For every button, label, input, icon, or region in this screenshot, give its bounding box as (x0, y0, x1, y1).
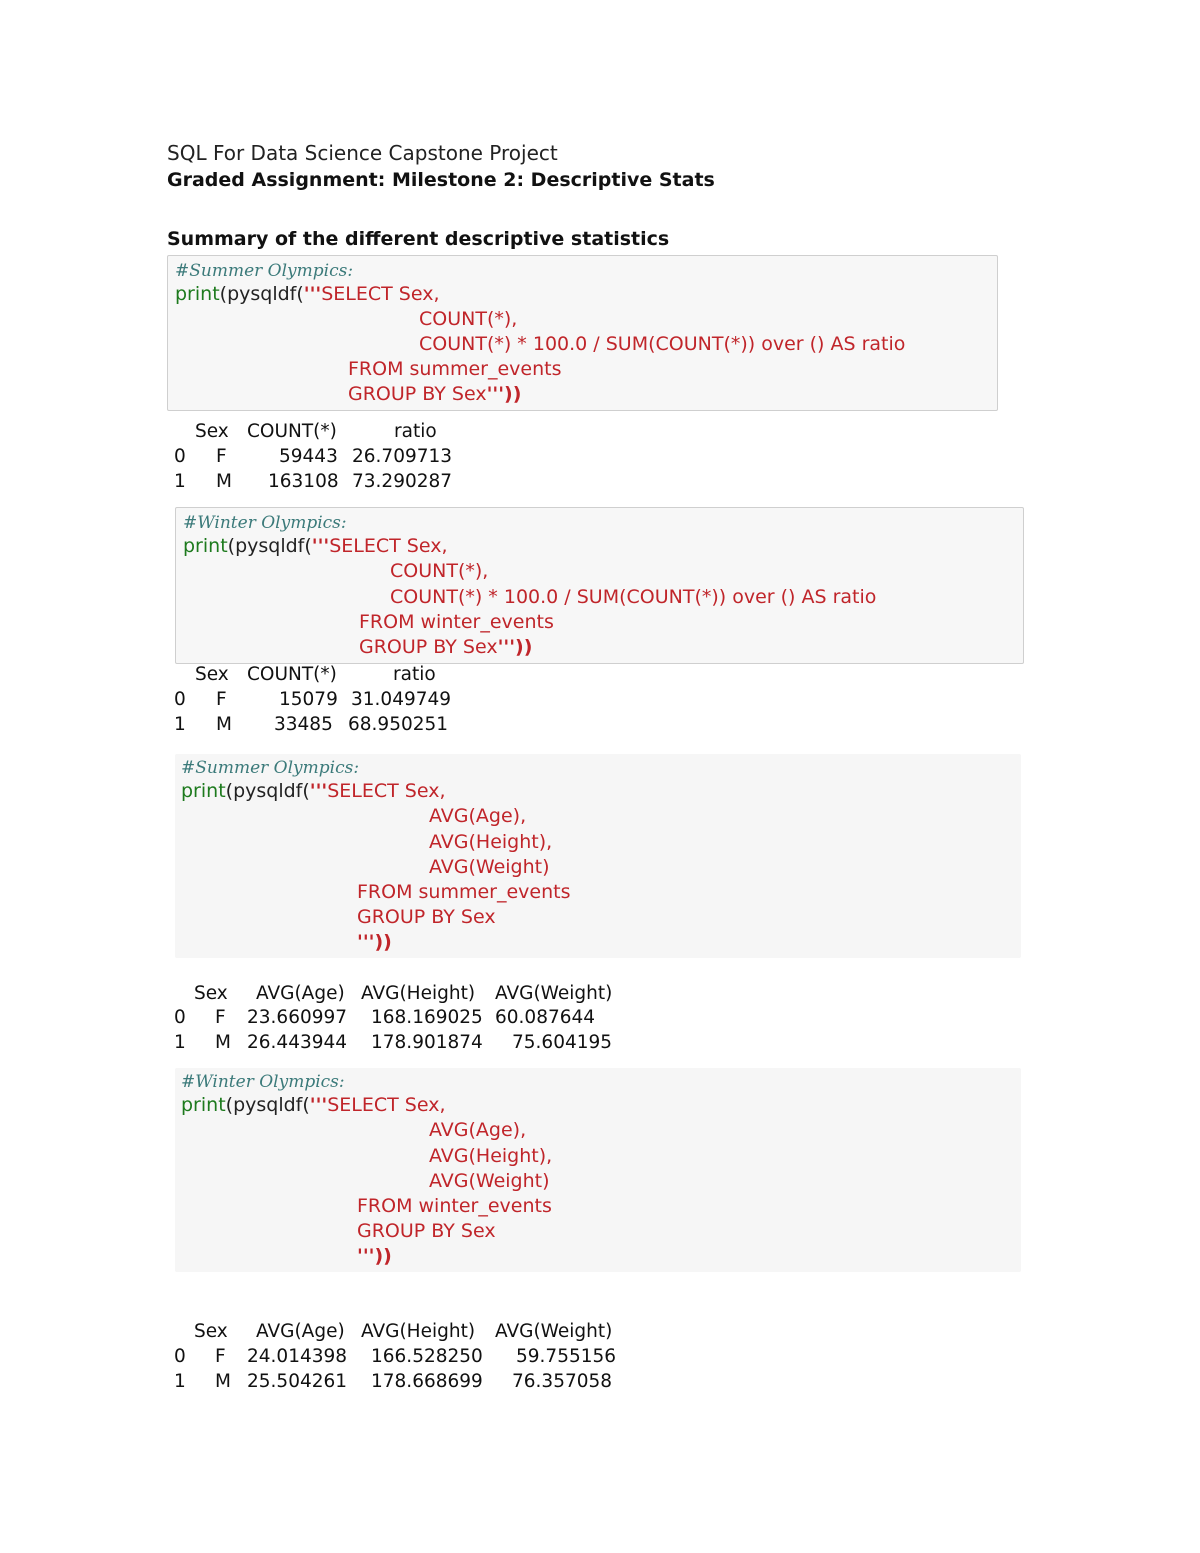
table-cell: 60.087644 (495, 1007, 596, 1028)
code-cell-summer-count[interactable] (167, 255, 998, 411)
string-quote: ''' (303, 283, 322, 305)
table-cell: M (216, 714, 232, 735)
code-comment: #Winter Olympics: (181, 1072, 345, 1092)
table-cell: 25.504261 (247, 1371, 348, 1392)
table-cell: 24.014398 (247, 1346, 348, 1367)
sql-line: AVG(Weight) (429, 856, 550, 878)
column-header: AVG(Age) (256, 983, 345, 1004)
sql-line: COUNT(*), (390, 560, 489, 582)
column-header: AVG(Height) (361, 983, 476, 1004)
row-index: 1 (174, 714, 186, 735)
sql-line: FROM summer_events (357, 881, 571, 903)
table-cell: 31.049749 (351, 689, 452, 710)
sql-line: GROUP BY Sex (357, 1220, 496, 1242)
row-index: 0 (174, 446, 186, 467)
table-cell: 75.604195 (512, 1032, 613, 1053)
document-title: SQL For Data Science Capstone Project (167, 141, 558, 165)
table-cell: F (215, 1346, 226, 1367)
table-cell: F (216, 689, 227, 710)
code-cell-winter-count[interactable] (175, 507, 1024, 664)
sql-line: GROUP BY Sex (348, 383, 487, 405)
sql-line: SELECT Sex, (329, 535, 448, 557)
table-cell: 59.755156 (516, 1346, 617, 1367)
print-keyword: print (183, 535, 228, 557)
table-cell: 166.528250 (371, 1346, 483, 1367)
code-cell-summer-averages[interactable] (175, 754, 1021, 958)
row-index: 0 (174, 689, 186, 710)
column-header: AVG(Weight) (495, 983, 613, 1004)
column-header: AVG(Age) (256, 1321, 345, 1342)
sql-line: SELECT Sex, (321, 283, 440, 305)
sql-line: AVG(Weight) (429, 1170, 550, 1192)
code-comment: #Summer Olympics: (181, 758, 360, 778)
column-header: COUNT(*) (247, 421, 337, 442)
string-closing: ''')) (357, 1245, 392, 1267)
code-cell-winter-averages[interactable] (175, 1068, 1021, 1272)
table-cell: F (216, 446, 227, 467)
table-cell: 68.950251 (348, 714, 449, 735)
column-header: Sex (194, 983, 228, 1004)
sql-line: FROM winter_events (357, 1195, 552, 1217)
table-cell: 178.668699 (371, 1371, 483, 1392)
string-closing: ''')) (357, 931, 392, 953)
sql-line: SELECT Sex, (327, 1094, 446, 1116)
sql-line: AVG(Height), (429, 1145, 553, 1167)
column-header: ratio (394, 421, 437, 442)
print-keyword: print (181, 1094, 226, 1116)
string-quote: ''' (311, 535, 330, 557)
table-cell: 178.901874 (371, 1032, 483, 1053)
print-keyword: print (175, 283, 220, 305)
column-header: Sex (195, 664, 229, 685)
table-cell: 59443 (279, 446, 338, 467)
table-cell: 163108 (268, 471, 339, 492)
column-header: Sex (195, 421, 229, 442)
print-keyword: print (181, 780, 226, 802)
row-index: 1 (174, 1371, 186, 1392)
string-quote: ''' (309, 1094, 328, 1116)
sql-line: FROM winter_events (359, 611, 554, 633)
table-cell: F (215, 1007, 226, 1028)
code-comment: #Summer Olympics: (175, 261, 354, 281)
row-index: 1 (174, 471, 186, 492)
sql-line: GROUP BY Sex (359, 636, 498, 658)
table-cell: 33485 (274, 714, 333, 735)
row-index: 1 (174, 1032, 186, 1053)
table-cell: 26.443944 (247, 1032, 348, 1053)
sql-line: GROUP BY Sex (357, 906, 496, 928)
table-cell: 15079 (279, 689, 338, 710)
function-call: (pysqldf( (225, 1094, 310, 1116)
sql-line: AVG(Height), (429, 831, 553, 853)
string-quote: ''' (309, 780, 328, 802)
document-subtitle: Graded Assignment: Milestone 2: Descriptive Stats (167, 169, 715, 191)
function-call: (pysqldf( (227, 535, 312, 557)
sql-line: COUNT(*) * 100.0 / SUM(COUNT(*)) over () AS ratio (390, 586, 877, 608)
table-cell: 73.290287 (352, 471, 453, 492)
table-cell: 23.660997 (247, 1007, 348, 1028)
column-header: ratio (393, 664, 436, 685)
column-header: AVG(Height) (361, 1321, 476, 1342)
code-comment: #Winter Olympics: (183, 513, 347, 533)
string-closing: ''')) (486, 383, 522, 405)
sql-line: COUNT(*) * 100.0 / SUM(COUNT(*)) over () AS ratio (419, 333, 906, 355)
table-cell: M (216, 471, 232, 492)
column-header: AVG(Weight) (495, 1321, 613, 1342)
string-closing: ''')) (497, 636, 533, 658)
row-index: 0 (174, 1346, 186, 1367)
table-cell: 168.169025 (371, 1007, 483, 1028)
table-cell: 76.357058 (512, 1371, 613, 1392)
sql-line: AVG(Age), (429, 805, 527, 827)
column-header: Sex (194, 1321, 228, 1342)
table-cell: M (215, 1371, 231, 1392)
table-cell: M (215, 1032, 231, 1053)
row-index: 0 (174, 1007, 186, 1028)
function-call: (pysqldf( (225, 780, 310, 802)
sql-line: SELECT Sex, (327, 780, 446, 802)
sql-line: AVG(Age), (429, 1119, 527, 1141)
section-heading: Summary of the different descriptive statistics (167, 228, 670, 250)
column-header: COUNT(*) (247, 664, 337, 685)
sql-line: FROM summer_events (348, 358, 562, 380)
table-cell: 26.709713 (352, 446, 453, 467)
function-call: (pysqldf( (219, 283, 304, 305)
sql-line: COUNT(*), (419, 308, 518, 330)
